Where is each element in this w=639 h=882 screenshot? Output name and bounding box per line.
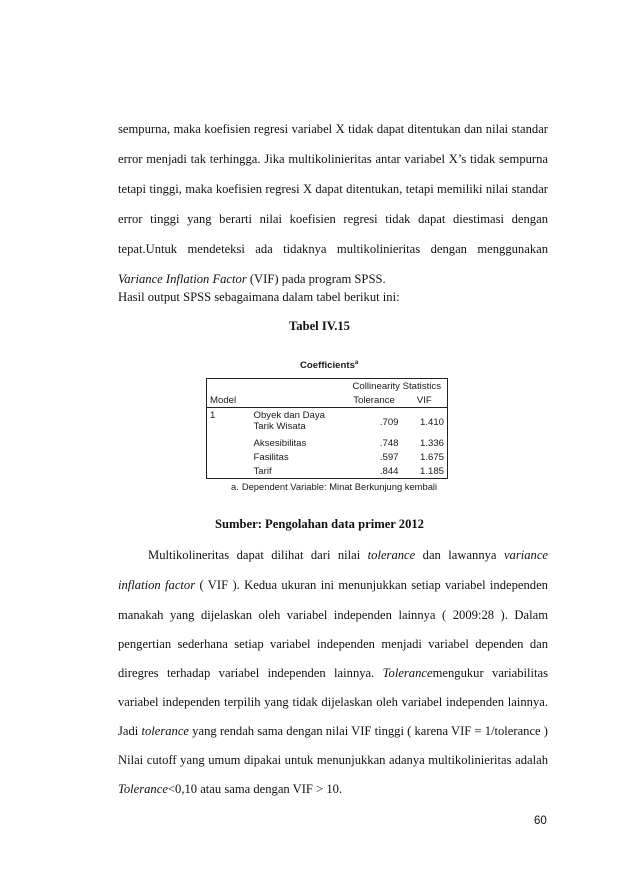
text-span: Jadi: [118, 724, 142, 738]
text-line: tepat.Untuk mendeteksi ada tidaknya multikolinieritas dengan menggunakan: [118, 242, 548, 256]
text-span: Multikolineritas dapat dilihat dari nilai: [148, 548, 368, 562]
text-line: [118, 547, 548, 563]
spss-table-title: [300, 360, 358, 371]
tolerance-value-cell: .748: [379, 437, 399, 449]
text-line: [118, 723, 548, 739]
tolerance-value-cell: .844: [347, 464, 402, 479]
paragraph-tolerance-vif: [118, 547, 548, 807]
empty-cell: [207, 464, 251, 479]
text-line: sempurna, maka koefisien regresi variabel X tidak dapat ditentukan dan nilai standar: [118, 122, 548, 136]
header-empty-cell: [251, 379, 347, 394]
text-line: [118, 271, 548, 287]
model-number-cell: 1: [207, 408, 251, 437]
text-span: <0,10 atau sama dengan VIF > 10.: [167, 782, 343, 796]
text-line: [118, 577, 548, 593]
tolerance-value-cell: .709: [379, 416, 399, 428]
text-line: variabel independen terpilih yang tidak dijelaskan oleh variabel independen lainnya.: [118, 695, 548, 709]
text-span: dan lawannya: [415, 548, 504, 562]
vif-column-header: VIF: [402, 393, 448, 408]
header-empty-cell: [207, 379, 251, 394]
table-footnote: [231, 481, 437, 492]
vif-value-cell: 1.675: [402, 450, 448, 464]
italic-term: tolerance: [367, 548, 416, 562]
text-span: diregres terhadap variabel independen lainnya.: [118, 666, 383, 680]
variable-name-cell: [251, 408, 347, 437]
vif-value-cell: 1.410: [402, 408, 448, 437]
variable-name-cell: Fasilitas: [253, 451, 289, 463]
coefficients-table: [206, 378, 448, 479]
italic-term: tolerance: [141, 724, 190, 738]
table-row: [207, 464, 448, 479]
vif-value-cell: 1.336: [402, 436, 448, 450]
footnote-mark: a.: [231, 481, 239, 492]
text-span: ( VIF ). Kedua ukuran ini menunjukkan setiap variabel independen: [195, 578, 548, 592]
table-row: [207, 450, 448, 464]
italic-term: variance: [503, 548, 548, 562]
text-span: yang rendah sama dengan nilai VIF tinggi ( karena VIF = 1/tolerance ): [189, 724, 548, 738]
italic-term: Tolerance: [118, 782, 168, 796]
table-source: Sumber: Pengolahan data primer 2012: [215, 517, 424, 531]
variable-name-cell: Aksesibilitas: [253, 437, 307, 449]
italic-term: Variance Inflation Factor: [118, 272, 247, 286]
table-title: Tabel IV.15: [289, 319, 350, 333]
spss-title-text: Coefficients: [300, 360, 355, 372]
text-span: mengukur variabilitas: [432, 666, 548, 680]
text-line: Hasil output SPSS sebagaimana dalam tabel berikut ini:: [118, 290, 400, 304]
text-line: [118, 781, 548, 797]
footnote-text: Dependent Variable: Minat Berkunjung kembali: [241, 481, 438, 492]
model-column-header: Model: [207, 393, 347, 408]
page-number: 60: [534, 815, 547, 827]
table-row: [207, 436, 448, 450]
tolerance-value-cell: .597: [379, 451, 399, 463]
text-span: (VIF) pada program SPSS.: [246, 272, 386, 286]
vif-value-cell: 1.185: [402, 464, 448, 479]
variable-name-cell: Tarif: [251, 464, 347, 479]
text-line: error tinggi yang berarti nilai koefisien regresi tidak dapat diestimasi dengan: [118, 212, 548, 226]
paragraph-multicollinearity-intro: [118, 121, 548, 286]
empty-cell: [207, 450, 251, 464]
italic-term: inflation factor: [118, 578, 196, 592]
empty-cell: [207, 436, 251, 450]
collinearity-statistics-header: Collinearity Statistics: [347, 379, 448, 394]
text-line: error menjadi tak terhingga. Jika multikolinieritas antar variabel X’s tidak sempurna: [118, 152, 548, 166]
text-line: [118, 665, 548, 681]
italic-term: Tolerance: [382, 666, 433, 680]
variable-name-line: Obyek dan Daya: [253, 410, 325, 421]
spss-title-footnote-mark: a: [354, 360, 359, 366]
text-line: manakah yang dijelaskan oleh variabel independen lainnya ( 2009:28 ). Dalam: [118, 608, 548, 622]
variable-name-line: Tarik Wisata: [253, 421, 306, 432]
tolerance-column-header: Tolerance: [347, 393, 402, 408]
text-line: pengertian sederhana setiap variabel independen menjadi variabel dependen dan: [118, 637, 548, 651]
text-line: Nilai cutoff yang umum dipakai untuk menunjukkan adanya multikolinieritas adalah: [118, 753, 548, 767]
text-line: tetapi tinggi, maka koefisien regresi X dapat ditentukan, tetapi memiliki nilai standar: [118, 182, 548, 196]
table-row: [207, 408, 448, 437]
